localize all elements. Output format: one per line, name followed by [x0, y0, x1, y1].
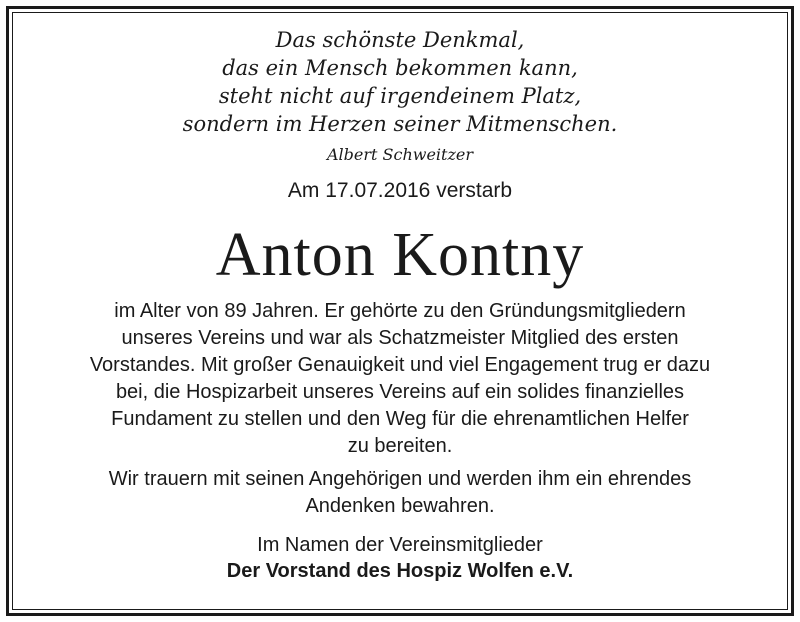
tribute-line: unseres Vereins und war als Schatzmeister Mitglied des ersten: [121, 327, 679, 349]
notice-content: [20, 20, 780, 602]
mourning-text: [20, 466, 780, 520]
quote-line: sondern im Herzen seiner Mitmenschen.: [182, 112, 618, 136]
mourning-line: Wir trauern mit seinen Angehörigen und werden ihm ein ehrendes: [108, 468, 692, 490]
quote-line: steht nicht auf irgendeinem Platz,: [218, 84, 582, 108]
quote-author: Albert Schweitzer: [326, 145, 474, 164]
deceased-name: Anton Kontny: [215, 221, 585, 289]
on-behalf-line: Im Namen der Vereinsmitglieder: [257, 534, 543, 556]
mourning-line: Andenken bewahren.: [305, 495, 495, 517]
tribute-line: zu bereiten.: [347, 435, 453, 457]
tribute-line: Fundament zu stellen und den Weg für die ehrenamtlichen Helfer: [111, 408, 689, 430]
memorial-quote: [20, 26, 780, 138]
tribute-text: [20, 298, 780, 460]
tribute-line: bei, die Hospizarbeit unseres Vereins auf ein solides finanzielles: [115, 381, 685, 403]
death-date-intro: Am 17.07.2016 verstarb: [287, 179, 513, 202]
tribute-line: Vorstandes. Mit großer Genauigkeit und viel Engagement trug er dazu: [89, 354, 711, 376]
quote-line: das ein Mensch bekommen kann,: [222, 56, 578, 80]
quote-line: Das schönste Denkmal,: [275, 28, 525, 52]
signature: Der Vorstand des Hospiz Wolfen e.V.: [226, 560, 574, 582]
tribute-line: im Alter von 89 Jahren. Er gehörte zu den Gründungsmitgliedern: [114, 300, 686, 322]
